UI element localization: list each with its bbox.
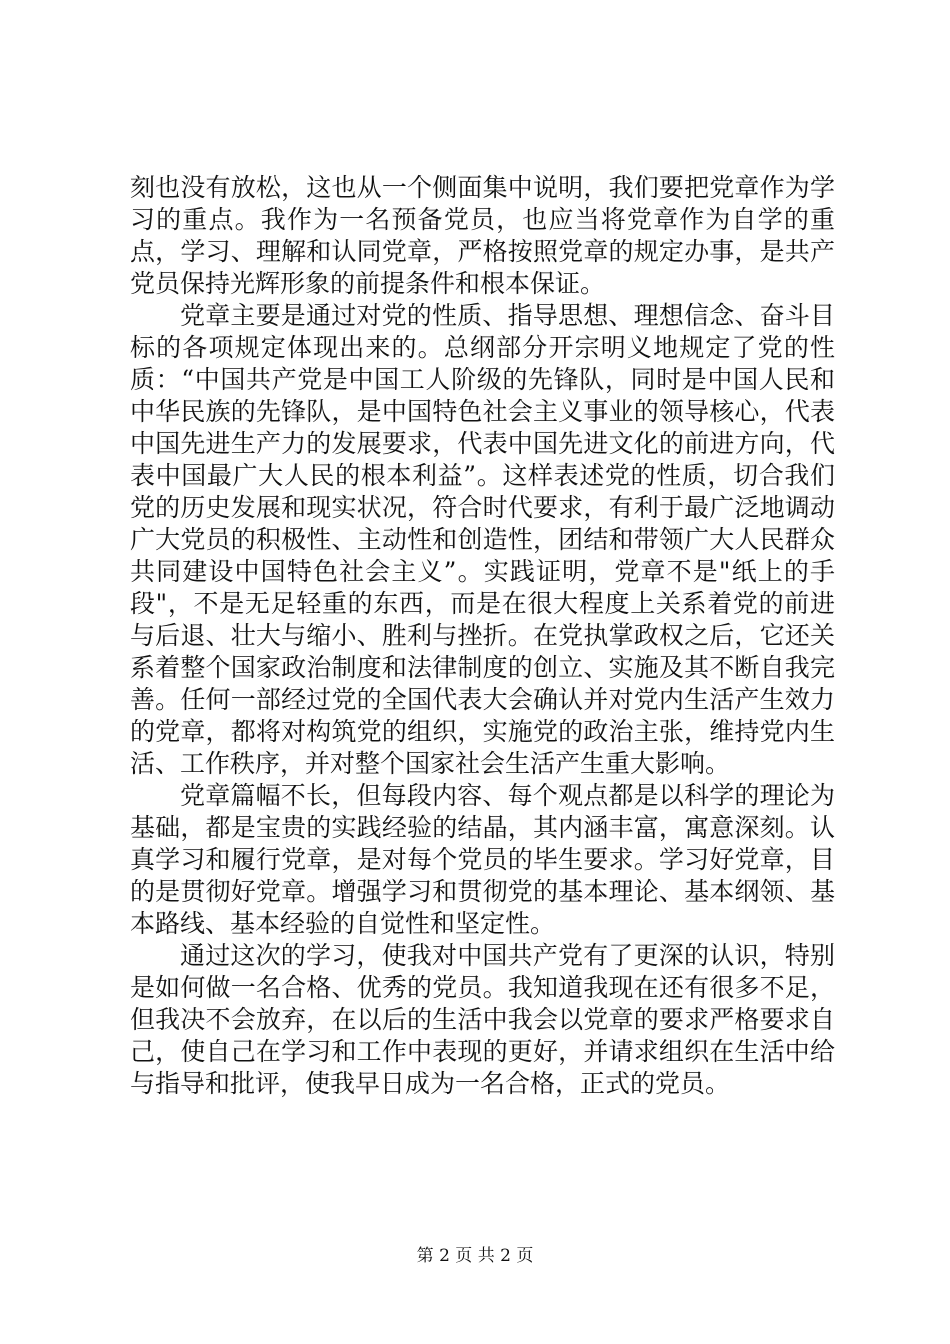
document-body — [130, 172, 835, 1100]
paragraph-2: 党章主要是通过对党的性质、指导思想、理想信念、奋斗目标的各项规定体现出来的。总纲部分开宗明义地规定了党的性质：“中国共产党是中国工人阶级的先锋队，同时是中国人民和中华民族的先锋队，是中国特色社会主义事业的领导核心，代表中国先进生产力的发展要求，代表中国先进文化的前进方向，代表中国最广大人民的根本利益”。这样表述党的性质，切合我们党的历史发展和现实状况，符合时代要求，有利于最广泛地调动广大党员的积极性、主动性和创造性，团结和带领广大人民群众共同建设中国特色社会主义”。实践证明，党章不是"纸上的手段"，不是无足轻重的东西，而是在很大程度上关系着党的前进与后退、壮大与缩小、胜利与挫折。在党执掌政权之后，它还关系着整个国家政治制度和法律制度的创立、实施及其不断自我完善。任何一部经过党的全国代表大会确认并对党内生活产生效力的党章，都将对构筑党的组织，实施党的政治主张，维持党内生活、工作秩序，并对整个国家社会生活产生重大影响。 — [130, 301, 835, 778]
paragraph-4: 通过这次的学习，使我对中国共产党有了更深的认识，特别是如何做一名合格、优秀的党员。我知道我现在还有很多不足，但我决不会放弃，在以后的生活中我会以党章的要求严格要求自己，使自己在学习和工作中表现的更好，并请求组织在生活中给与指导和批评，使我早日成为一名合格，正式的党员。 — [130, 941, 835, 1098]
paragraph-3: 党章篇幅不长，但每段内容、每个观点都是以科学的理论为基础，都是宝贵的实践经验的结晶，其内涵丰富，寓意深刻。认真学习和履行党章，是对每个党员的毕生要求。学习好党章，目的是贯彻好党章。增强学习和贯彻党的基本理论、基本纲领、基本路线、基本经验的自觉性和坚定性。 — [130, 781, 835, 938]
paragraph-1: 刻也没有放松，这也从一个侧面集中说明，我们要把党章作为学习的重点。我作为一名预备党员，也应当将党章作为自学的重点，学习、理解和认同党章，严格按照党章的规定办事，是共产党员保持光辉形象的前提条件和根本保证。 — [130, 173, 835, 298]
page-number-footer: 第 2 页 共 2 页 — [416, 1246, 534, 1266]
